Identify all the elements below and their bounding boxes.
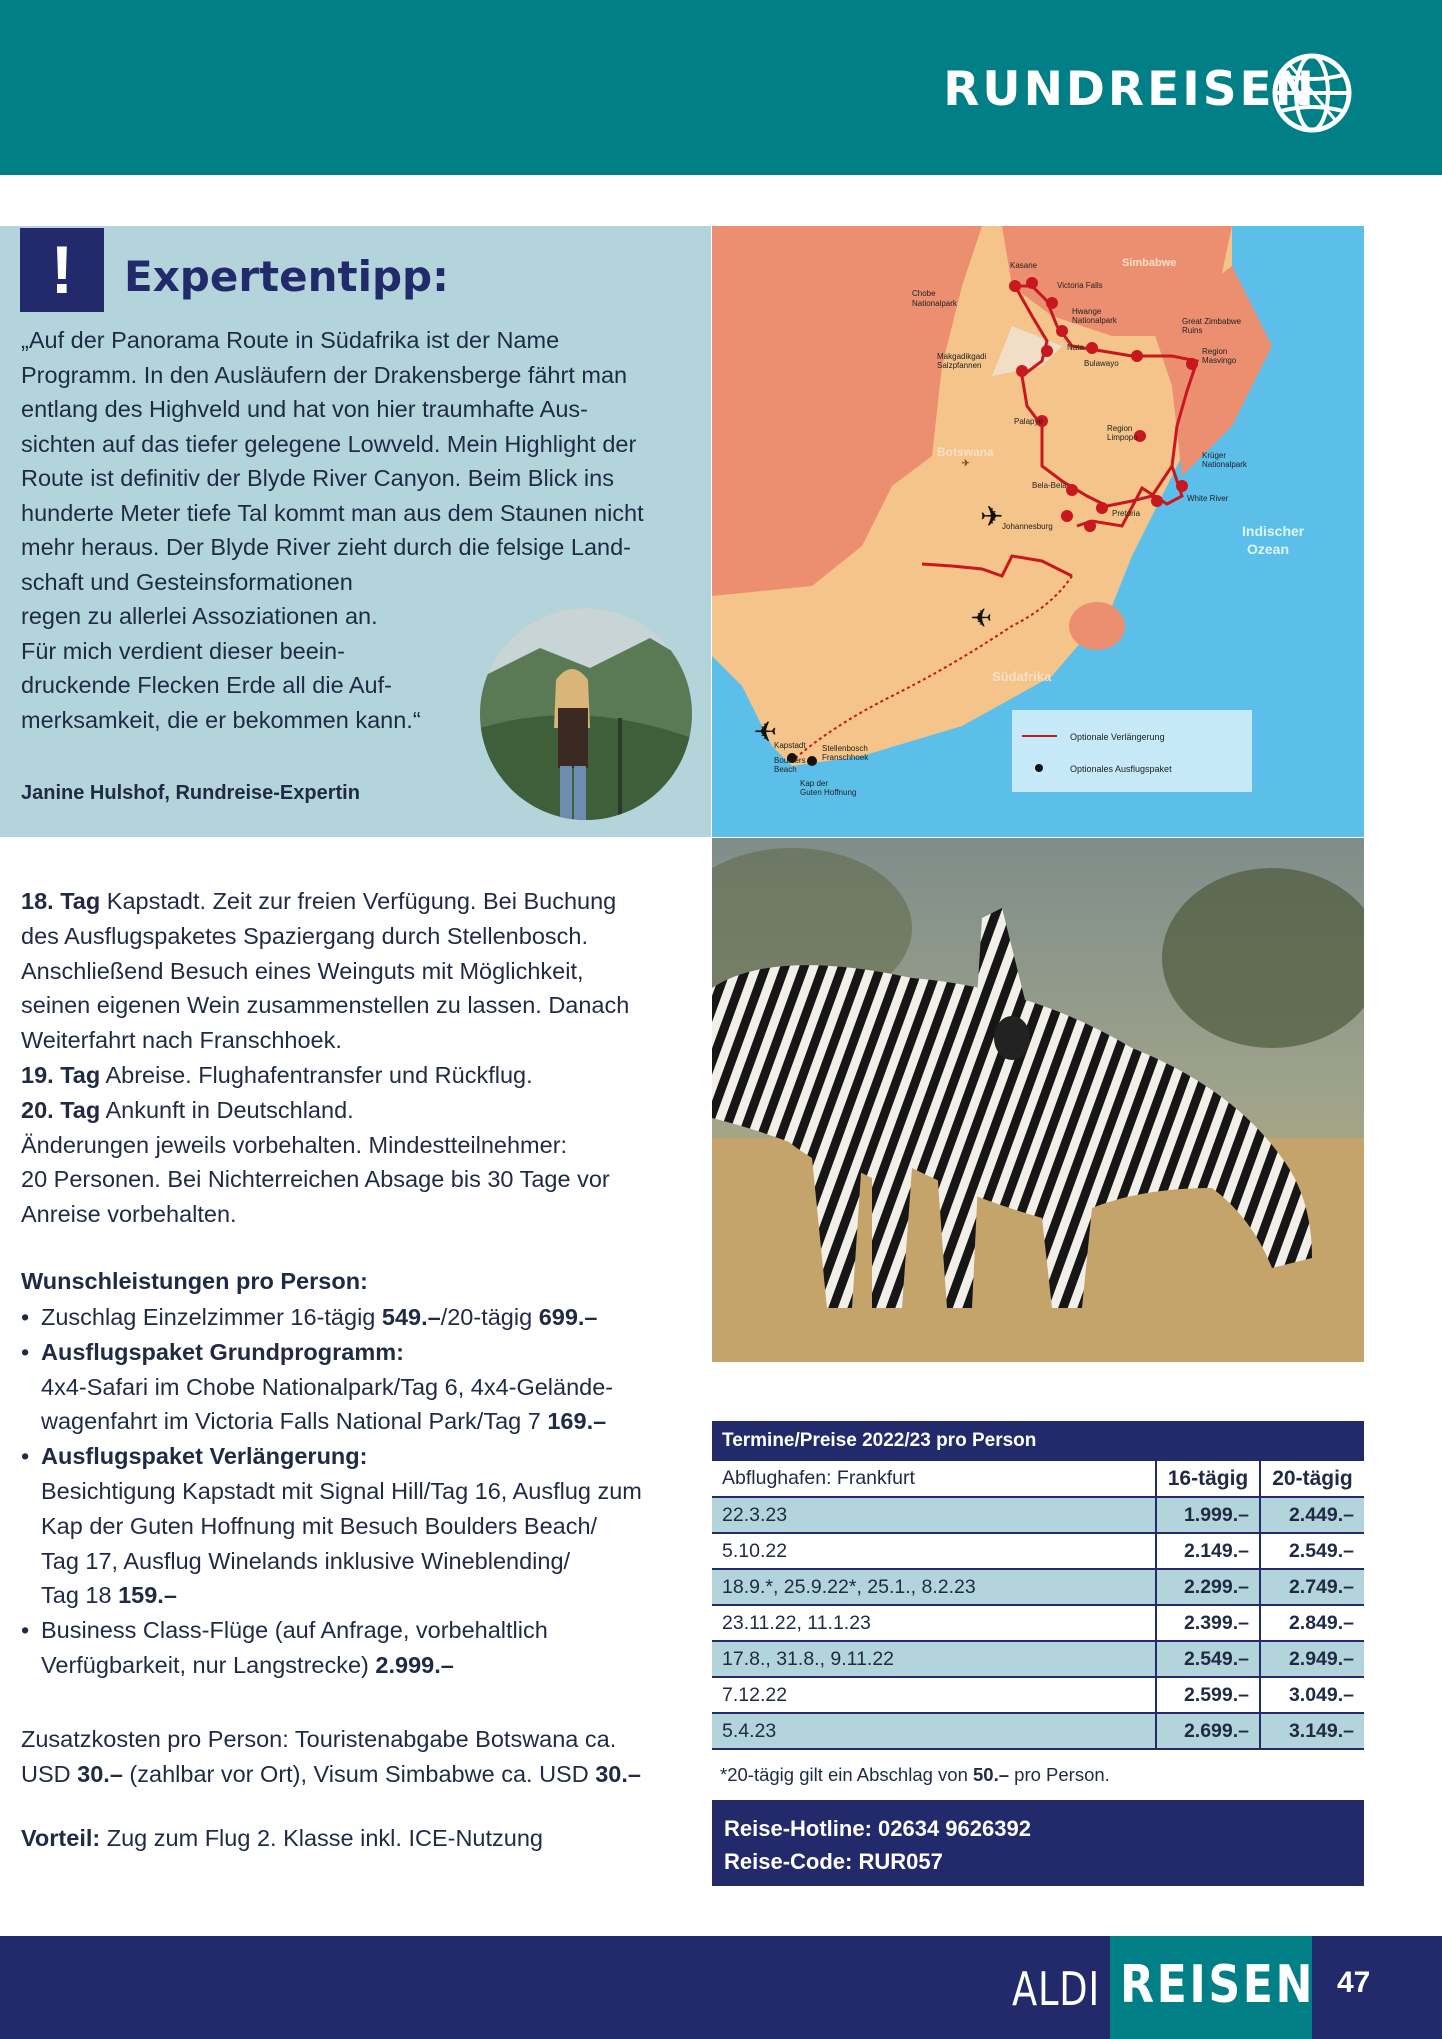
map-label: Nationalpark [912,299,957,308]
itinerary-line: Anschließend Besuch eines Weinguts mit Möglichkeit, [21,957,584,984]
footer-bar [0,1936,1442,2039]
section-title: RUNDREISEN [943,62,1317,117]
itinerary-line: seinen eigenen Wein zusammenstellen zu lassen. Danach [21,992,630,1019]
itinerary-line: Anreise vorbehalten. [21,1201,237,1228]
itinerary-line: 18. Tag Kapstadt. Zeit zur freien Verfügung. Bei Buchung [21,888,617,914]
map-label: Boulders [774,756,806,765]
map-label: Ozean [1247,541,1290,557]
map-label: Pretoria [1112,509,1141,518]
map-label: Makgadikgadi [937,352,987,361]
itinerary-line: Weiterfahrt nach Franschhoek. [21,1027,342,1054]
map-label: Beach [774,765,797,774]
zebra-photo [712,838,1364,1362]
map-label: Limpopo [1107,433,1138,442]
map-label: Palapye [1014,417,1043,426]
tip-line: sichten auf das tiefer gelegene Lowveld. Mein Highlight der [21,430,637,457]
extras-heading: Wunschleistungen pro Person: [21,1268,368,1294]
tip-line: merksamkeit, die er bekommen kann.“ [21,706,421,733]
legend-line-label: Optionale Verlängerung [1070,732,1165,742]
table-row: 7.12.22 2.599.– 3.049.– [712,1677,1364,1713]
tip-line: Programm. In den Ausläufern der Drakensberge fährt man [21,361,628,388]
travel-code: Reise-Code: RUR057 [724,1849,943,1874]
tip-line: mehr heraus. Der Blyde River zieht durch die felsige Land- [21,534,631,560]
plane-icon: ✈ [962,458,970,468]
map-label: Region [1202,347,1228,356]
tip-title: Expertentipp: [124,252,449,301]
price-table-header: Abflughafen: Frankfurt 16-tägig 20-tägig [712,1461,1364,1497]
globe-icon [1270,51,1354,135]
map-label: Franschhoek [822,753,869,762]
route-map [712,226,1364,837]
exclamation-icon: ! [20,228,104,312]
tip-line: „Auf der Panorama Route in Südafrika ist der Name [21,327,560,353]
itinerary-line: des Ausflugspaketes Spaziergang durch Stellenbosch. [21,922,588,949]
table-row: 22.3.23 1.999.– 2.449.– [712,1497,1364,1533]
itinerary-line: 20 Personen. Bei Nichterreichen Absage bis 30 Tage vor [21,1166,610,1193]
map-label: Salzpfannen [937,361,982,370]
plane-icon: ✈ [970,602,992,632]
map-label: White River [1187,494,1229,503]
map-label: Bulawayo [1084,359,1119,368]
itinerary-line: 19. Tag Abreise. Flughafentransfer und Rückflug. [21,1061,533,1088]
map-label: Bela-Bela [1032,481,1067,490]
extras-item-verlaengerung: • Ausflugspaket Verlängerung: Besichtigung Kapstadt mit Signal Hill/Tag 16, Ausflug zum Kap der Guten Hoffnung mit Besuch Boulders Beach/ Tag 17, Ausflug Winelands inklusive Wineblending/ Tag 18 159.– [21,1439,681,1613]
expert-portrait [480,608,692,820]
table-row: 17.8., 31.8., 9.11.22 2.549.– 2.949.– [712,1641,1364,1677]
itinerary-text [21,884,681,1232]
map-label: Nationalpark [1202,460,1247,469]
map-label: Great Zimbabwe [1182,317,1242,326]
map-label: Johannesburg [1002,522,1053,531]
map-label: Guten Hoffnung [800,788,857,797]
hotline-box [712,1800,1364,1886]
price-footnote: *20-tägig gilt ein Abschlag von 50.– pro Person. [720,1764,1110,1785]
map-label: Nationalpark [1072,316,1117,325]
header-bar [0,0,1442,175]
map-label: Ruins [1182,326,1203,335]
table-row: 5.4.23 2.699.– 3.149.– [712,1713,1364,1749]
advantage-note: Vorteil: Zug zum Flug 2. Klasse inkl. ICE-Nutzung [21,1825,543,1851]
tip-line: regen zu allerlei Assoziationen an. [21,603,378,629]
map-label: Victoria Falls [1057,281,1103,290]
map-label: Region [1107,424,1133,433]
legend-dot-label: Optionales Ausflugspaket [1070,764,1172,774]
tip-line: druckende Flecken Erde all die Auf- [21,672,392,698]
price-table-title: Termine/Preise 2022/23 pro Person [712,1421,1364,1461]
map-label: Kap der [800,779,829,788]
brand-reisen: REISEN [1120,1955,1315,2015]
page-number: 47 [1337,1966,1371,1999]
tip-signature: Janine Hulshof, Rundreise-Expertin [21,782,360,804]
tip-line: hunderte Meter tiefe Tal kommt man aus dem Staunen nicht [21,499,644,526]
plane-icon: ✈ [753,715,777,746]
itinerary-line: Änderungen jeweils vorbehalten. Mindestteilnehmer: [21,1131,568,1158]
map-label: Hwange [1072,307,1102,316]
map-label: Krüger [1202,451,1227,460]
itinerary-line: 20. Tag Ankunft in Deutschland. [21,1096,354,1123]
map-label: Simbabwe [1122,257,1177,269]
map-label: Botswana [937,445,994,459]
table-row: 23.11.22, 11.1.23 2.399.– 2.849.– [712,1605,1364,1641]
map-label: Südafrika [992,669,1052,684]
extras-list [21,1300,681,1683]
map-label: Stellenbosch [822,744,868,753]
map-label: Nata [1067,343,1084,352]
table-row: 5.10.22 2.149.– 2.549.– [712,1533,1364,1569]
tip-line: schaft und Gesteinsformationen [21,568,353,595]
map-label: Kapstadt [774,741,806,750]
tip-line: entlang des Highveld und hat von hier traumhafte Aus- [21,396,588,422]
price-table [712,1421,1364,1750]
extras-item-business: • Business Class-Flüge (auf Anfrage, vorbehaltlich Verfügbarkeit, nur Langstrecke) 2.999.– [21,1613,681,1683]
map-label: Masvingo [1202,356,1237,365]
additional-costs: Zusatzkosten pro Person: Touristenabgabe Botswana ca. USD 30.– (zahlbar vor Ort), Visum Simbabwe ca. USD 30.– [21,1726,641,1787]
tip-line: Route ist definitiv der Blyde River Canyon. Beim Blick ins [21,465,614,491]
extras-item-single: • Zuschlag Einzelzimmer 16-tägig 549.–/20-tägig 699.– [21,1300,681,1335]
map-label: Indischer [1242,523,1305,539]
map-label: Chobe [912,289,936,298]
brand-aldi: ALDI [1012,1962,1101,2016]
table-row: 18.9.*, 25.9.22*, 25.1., 8.2.23 2.299.– 2.749.– [712,1569,1364,1605]
hotline-phone[interactable]: Reise-Hotline: 02634 9626392 [724,1816,1031,1841]
extras-item-grund: • Ausflugspaket Grundprogramm: 4x4-Safari im Chobe Nationalpark/Tag 6, 4x4-Gelände- wagenfahrt im Victoria Falls National Park/Tag 7 169.– [21,1335,681,1439]
plane-icon: ✈ [980,501,1004,532]
tip-line: Für mich verdient dieser beein- [21,637,345,664]
map-label: Kasane [1010,261,1038,270]
